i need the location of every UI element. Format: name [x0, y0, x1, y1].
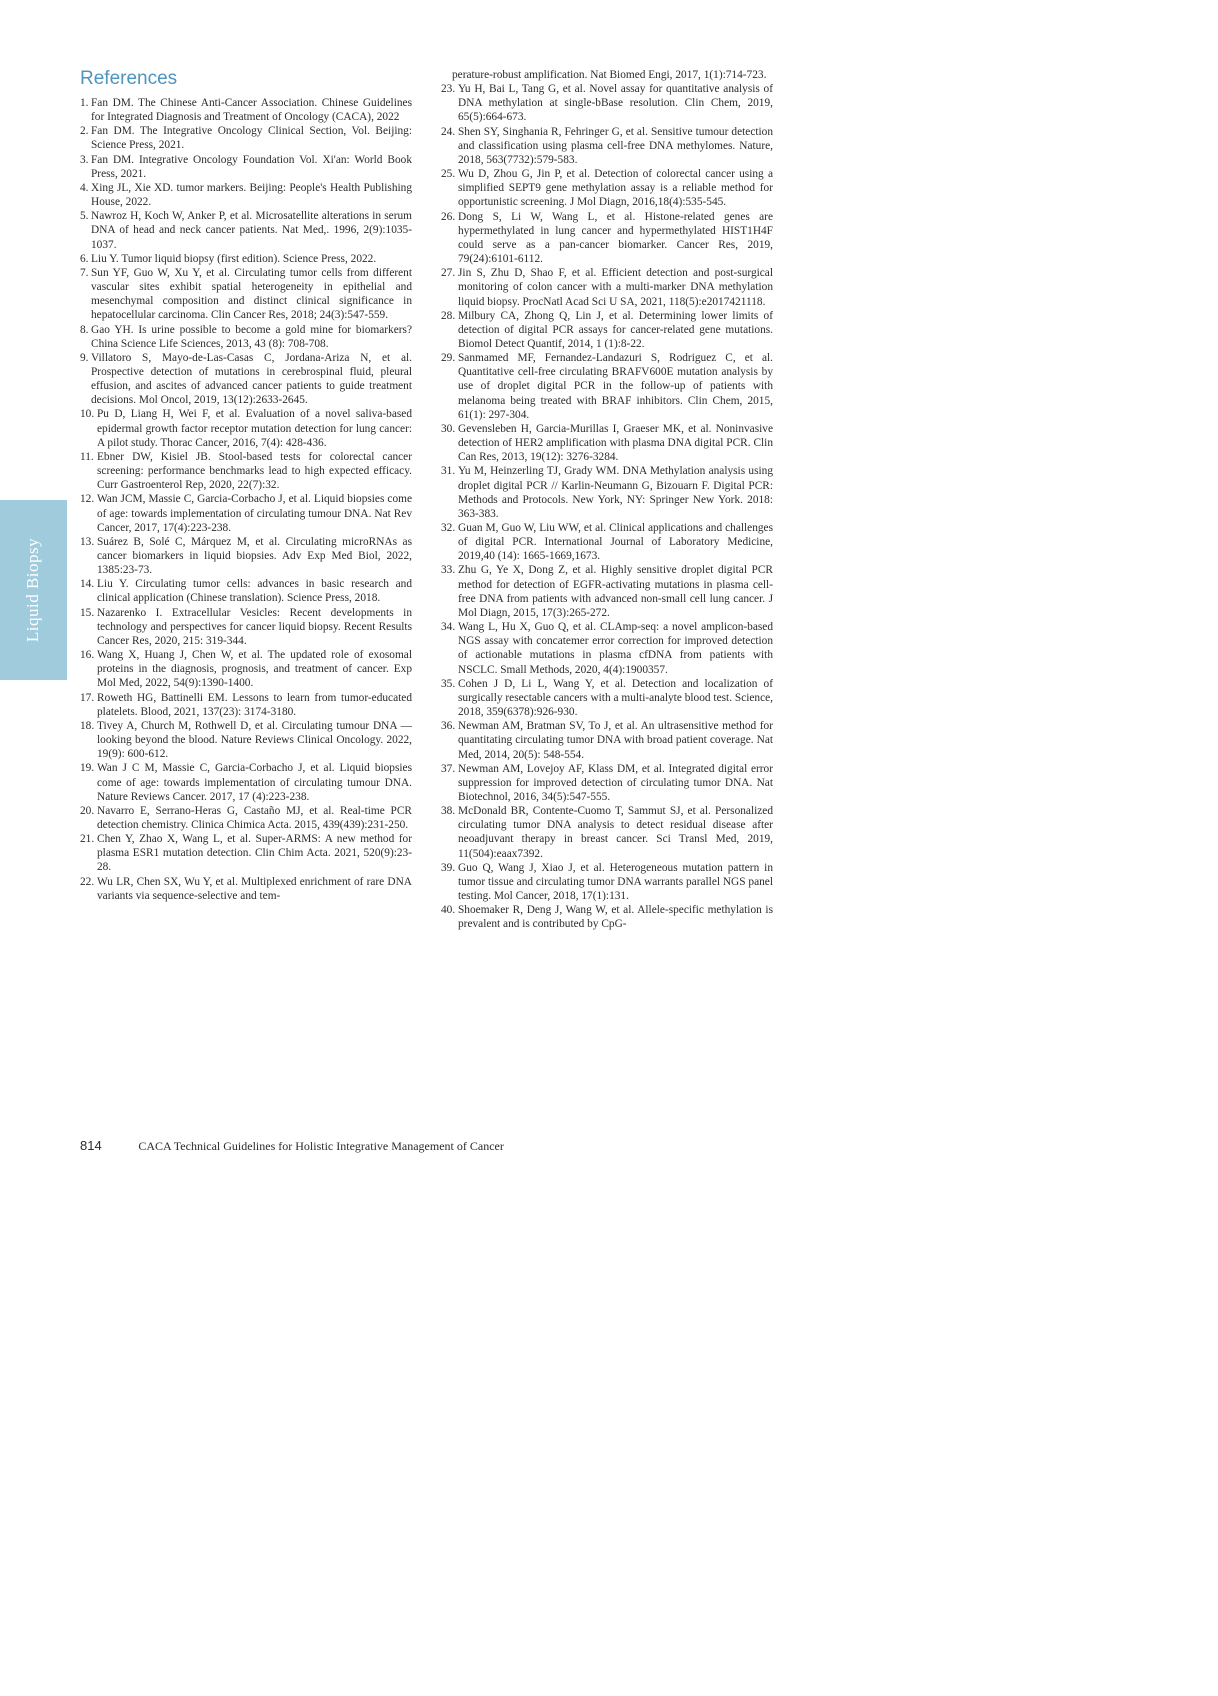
reference-number: 26. [441, 210, 456, 223]
reference-text: Jin S, Zhu D, Shao F, et al. Efficient detection and post-surgical monitoring of colon cancer with a multi-marker DNA methylation liquid biopsy. ProcNatl Acad Sci U SA, 2021, 118(5):e2017421118. [458, 267, 773, 308]
reference-item [441, 82, 773, 124]
reference-item [80, 153, 412, 181]
reference-text: Yu M, Heinzerling TJ, Grady WM. DNA Methylation analysis using droplet digital PCR // Karlin-Neumann G, Bizouarn F. Digital PCR: Methods and Protocols. New York, NY: Springer New York. 2018: 363-383. [458, 465, 773, 520]
reference-text: Yu H, Bai L, Tang G, et al. Novel assay for quantitative analysis of DNA methylation at single-bBase resolution. Clin Chem, 2019, 65(5):664-673. [458, 83, 773, 124]
reference-item [80, 875, 412, 903]
reference-text: Wan JCM, Massie C, Garcia-Corbacho J, et al. Liquid biopsies come of age: towards implementation of circulating tumour DNA. Nat Rev Cancer, 2017, 17(4):223-238. [97, 493, 412, 534]
reference-item [441, 266, 773, 308]
reference-text: Chen Y, Zhao X, Wang L, et al. Super-ARMS: A new method for plasma ESR1 mutation detection. Clin Chim Acta. 2021, 520(9):23-28. [97, 833, 412, 874]
reference-text: Guo Q, Wang J, Xiao J, et al. Heterogeneous mutation pattern in tumor tissue and circulating tumor DNA warrants parallel NGS panel testing. Mol Cancer, 2018, 17(1):131. [458, 861, 773, 903]
reference-number: 22. [80, 875, 95, 888]
reference-number: 12. [80, 493, 95, 506]
references-right-column [441, 68, 773, 932]
reference-text: Villatoro S, Mayo-de-Las-Casas C, Jordana-Ariza N, et al. Prospective detection of mutations in cerebrospinal fluid, pleural effusion, and ascites of advanced cancer patients to guide treatment decisions. Mol Oncol, 2019, 13(12):2633-2645. [91, 351, 412, 407]
reference-number: 37. [441, 762, 456, 775]
reference-number: 13. [80, 535, 95, 548]
reference-text: Fan DM. The Chinese Anti-Cancer Association. Chinese Guidelines for Integrated Diagnosis and Treatment of Oncology (CACA), 2022 [91, 97, 412, 124]
reference-text: Milbury CA, Zhong Q, Lin J, et al. Determining lower limits of detection of digital PCR assays for cancer-related gene mutations. Biomol Detect Quantif, 2014, 1 (1):8-22. [458, 309, 773, 350]
reference-item [441, 167, 773, 209]
reference-item [441, 422, 773, 464]
reference-text: McDonald BR, Contente-Cuomo T, Sammut SJ, et al. Personalized circulating tumor DNA analysis to detect residual disease after neoadjuvant therapy in breast cancer. Sci Transl Med, 2019, 11(504):eaax7392. [458, 805, 773, 860]
reference-item [80, 209, 412, 251]
reference-number: 31. [441, 465, 456, 478]
reference-item [80, 606, 412, 648]
reference-text: Shen SY, Singhania R, Fehringer G, et al. Sensitive tumour detection and classification using plasma cell-free DNA methylomes. Nature, 2018, 563(7732):579-583. [458, 125, 773, 166]
reference-item [80, 407, 412, 449]
reference-number: 1. [80, 97, 89, 109]
reference-text: Xing JL, Xie XD. tumor markers. Beijing: People's Health Publishing House, 2022. [91, 181, 412, 209]
reference-text: Fan DM. The Integrative Oncology Clinical Section, Vol. Beijing: Science Press, 2021. [91, 125, 412, 152]
reference-text: Guan M, Guo W, Liu WW, et al. Clinical applications and challenges of digital PCR. International Journal of Laboratory Medicine, 2019,40 (14): 1665-1669,1673. [458, 522, 773, 563]
reference-number: 14. [80, 578, 95, 591]
reference-number: 32. [441, 522, 456, 534]
reference-number: 20. [80, 804, 95, 817]
reference-number: 39. [441, 861, 456, 874]
reference-number: 16. [80, 649, 95, 662]
page-footer [80, 1138, 504, 1154]
reference-text: Roweth HG, Battinelli EM. Lessons to learn from tumor-educated platelets. Blood, 2021, 137(23): 3174-3180. [97, 691, 412, 718]
reference-number: 23. [441, 83, 456, 96]
reference-text: Ebner DW, Kisiel JB. Stool-based tests for colorectal cancer screening: performance benchmarks lead to high expected efficacy. Curr Gastroenterol Rep, 2020, 22(7):32. [97, 450, 412, 492]
reference-text: Wan J C M, Massie C, Garcia-Corbacho J, et al. Liquid biopsies come of age: towards implementation of circulating tumour DNA. Nature Reviews Cancer. 2017, 17 (4):223-238. [97, 762, 412, 803]
reference-text: Dong S, Li W, Wang L, et al. Histone-related genes are hypermethylated in lung cancer and hypermethylated HIST1H4F could serve as a pan-cancer biomarker. Cancer Res, 2019, 79(24):6101-6112. [458, 210, 773, 266]
reference-item [80, 450, 412, 492]
reference-number: 19. [80, 762, 95, 775]
reference-item [441, 677, 773, 719]
reference-item [441, 210, 773, 267]
reference-item [441, 125, 773, 167]
reference-item [80, 577, 412, 605]
references-left-column [80, 96, 412, 903]
reference-text: Liu Y. Tumor liquid biopsy (first edition). Science Press, 2022. [91, 252, 377, 265]
reference-item [441, 521, 773, 563]
reference-item [80, 252, 412, 266]
reference-number: 27. [441, 267, 456, 280]
reference-text: Pu D, Liang H, Wei F, et al. Evaluation of a novel saliva-based epidermal growth factor receptor mutation detection for lung cancer: A pilot study. Thorac Cancer, 2016, 7(4): 428-436. [97, 408, 412, 449]
reference-text: Sun YF, Guo W, Xu Y, et al. Circulating tumor cells from different vascular sites exhibit spatial heterogeneity in epithelial and mesenchymal composition and distinct clinical significance in hepatocellular carcinoma. Clin Cancer Res, 2018; 24(3):547-559. [91, 266, 412, 322]
reference-item [441, 762, 773, 804]
section-heading: References [80, 68, 178, 89]
reference-number: 11. [80, 450, 94, 463]
reference-number: 35. [441, 677, 456, 690]
reference-text: Newman AM, Bratman SV, To J, et al. An ultrasensitive method for quantitating circulating tumor DNA with broad patient coverage. Nat Med, 2014, 20(5): 548-554. [458, 720, 773, 761]
reference-text: Fan DM. Integrative Oncology Foundation Vol. Xi'an: World Book Press, 2021. [91, 153, 412, 180]
reference-item [80, 96, 412, 124]
reference-number: 28. [441, 309, 456, 322]
reference-number: 17. [80, 691, 95, 704]
reference-text: Liu Y. Circulating tumor cells: advances in basic research and clinical application (Chinese translation). Science Press, 2018. [97, 578, 412, 605]
reference-number: 38. [441, 805, 456, 818]
reference-text: Wang X, Huang J, Chen W, et al. The updated role of exosomal proteins in the diagnosis, prognosis, and treatment of cancer. Exp Mol Med, 2022, 54(9):1390-1400. [97, 649, 412, 690]
reference-text: Wu D, Zhou G, Jin P, et al. Detection of colorectal cancer using a simplified SEPT9 gene methylation assay is a reliable method for opportunistic screening. J Mol Diagn, 2016,18(4):535-545. [458, 168, 773, 209]
reference-item [80, 181, 412, 209]
reference-number: 24. [441, 125, 456, 138]
page-number: 814 [80, 1138, 102, 1153]
reference-number: 18. [80, 719, 95, 732]
reference-number: 25. [441, 168, 456, 181]
reference-item [441, 620, 773, 677]
side-tab [0, 500, 67, 680]
reference-item [80, 323, 412, 351]
reference-item [80, 648, 412, 690]
reference-item [80, 719, 412, 761]
reference-number: 7. [80, 266, 89, 279]
reference-item [441, 861, 773, 903]
reference-text: Wu LR, Chen SX, Wu Y, et al. Multiplexed enrichment of rare DNA variants via sequence-selective and tem- [97, 875, 412, 902]
reference-number: 5. [80, 210, 89, 223]
reference-number: 40. [441, 904, 456, 917]
reference-number: 6. [80, 252, 89, 265]
reference-item [80, 266, 412, 323]
reference-number: 36. [441, 720, 456, 733]
reference-text: Sanmamed MF, Fernandez-Landazuri S, Rodriguez C, et al. Quantitative cell-free circulating BRAFV600E mutation analysis by use of droplet digital PCR in the follow-up of patients with melanoma being treated with BRAF inhibitors. Clin Chem, 2015, 61(1): 297-304. [458, 352, 773, 421]
side-tab-label: Liquid Biopsy [23, 537, 43, 643]
reference-text: Nawroz H, Koch W, Anker P, et al. Microsatellite alterations in serum DNA of head and neck cancer patients. Nat Med,. 1996, 2(9):1035-1037. [91, 210, 412, 251]
reference-item [80, 691, 412, 719]
reference-text: perature-robust amplification. Nat Biomed Engi, 2017, 1(1):714-723. [452, 69, 767, 81]
reference-number: 2. [80, 125, 89, 138]
reference-text: Gevensleben H, Garcia-Murillas I, Graeser MK, et al. Noninvasive detection of HER2 amplification with plasma DNA digital PCR. Clin Can Res, 2013, 19(12): 3276-3284. [458, 422, 773, 464]
reference-number: 34. [441, 621, 456, 634]
reference-item [441, 903, 773, 931]
reference-text: Gao YH. Is urine possible to become a gold mine for biomarkers? China Science Life Sciences, 2013, 43 (8): 708-708. [91, 323, 412, 350]
reference-text: Suárez B, Solé C, Márquez M, et al. Circulating microRNAs as cancer biomarkers in liquid biopsies. Adv Exp Med Biol, 2022, 1385:23-73. [97, 535, 412, 577]
reference-number: 8. [80, 323, 89, 336]
reference-item [441, 719, 773, 761]
reference-number: 29. [441, 352, 456, 365]
reference-text: Tivey A, Church M, Rothwell D, et al. Circulating tumour DNA — looking beyond the blood. Nature Reviews Clinical Oncology. 2022, 19(9): 600-612. [97, 719, 412, 761]
reference-text: Zhu G, Ye X, Dong Z, et al. Highly sensitive droplet digital PCR method for detection of EGFR-activating mutations in plasma cell-free DNA from patients with advanced non-small cell lung cancer. J Mol Diagn, 2015, 17(3):265-272. [458, 564, 773, 619]
reference-continuation [441, 68, 773, 82]
reference-item [441, 804, 773, 861]
reference-number: 15. [80, 606, 95, 619]
running-title: CACA Technical Guidelines for Holistic Integrative Management of Cancer [138, 1139, 504, 1153]
reference-number: 9. [80, 351, 89, 364]
reference-text: Cohen J D, Li L, Wang Y, et al. Detection and localization of surgically resectable cancers with a multi-analyte blood test. Science, 2018, 359(6378):926-930. [458, 677, 773, 719]
reference-item [80, 535, 412, 577]
reference-item [441, 351, 773, 422]
reference-item [80, 761, 412, 803]
reference-text: Shoemaker R, Deng J, Wang W, et al. Allele-specific methylation is prevalent and is contributed by CpG- [458, 904, 773, 931]
reference-item [80, 351, 412, 408]
reference-number: 33. [441, 564, 456, 577]
reference-item [80, 804, 412, 832]
reference-number: 30. [441, 422, 456, 435]
reference-number: 21. [80, 833, 95, 846]
reference-text: Newman AM, Lovejoy AF, Klass DM, et al. Integrated digital error suppression for improved detection of circulating tumor DNA. Nat Biotechnol, 2016, 34(5):547-555. [458, 762, 773, 803]
reference-text: Navarro E, Serrano-Heras G, Castaño MJ, et al. Real-time PCR detection chemistry. Clinica Chimica Acta. 2015, 439(439):231-250. [97, 804, 412, 831]
reference-number: 4. [80, 181, 89, 194]
reference-number: 10. [80, 408, 95, 421]
reference-item [80, 832, 412, 874]
reference-text: Nazarenko I. Extracellular Vesicles: Recent developments in technology and perspectives for cancer liquid biopsy. Recent Results Cancer Res, 2020, 215: 319-344. [97, 606, 412, 647]
reference-item [441, 563, 773, 620]
reference-text: Wang L, Hu X, Guo Q, et al. CLAmp-seq: a novel amplicon-based NGS assay with concatemer error correction for improved detection of actionable mutations in plasma cfDNA from patients with NSCLC. Small Methods, 2020, 4(4):1900357. [458, 621, 773, 676]
reference-item [441, 464, 773, 521]
reference-item [80, 492, 412, 534]
reference-item [441, 309, 773, 351]
reference-number: 3. [80, 153, 89, 166]
reference-item [80, 124, 412, 152]
